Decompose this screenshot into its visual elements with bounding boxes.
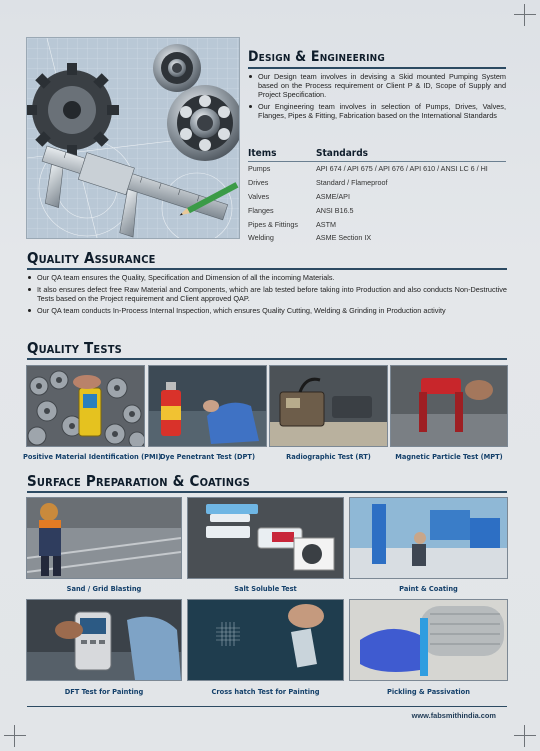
design-bullet-1: Our Design team involves in devising a Skid mounted Pumping System based on the Process requirement or Client P & ID, Scope of Supply and Project Specification. (248, 72, 506, 99)
caption-paint-coating: Paint & Coating (399, 584, 458, 593)
caption-salt-soluble: Salt Soluble Test (234, 584, 297, 593)
caption-mpt: Magnetic Particle Test (MPT) (395, 452, 503, 461)
qa-bullet-1: Our QA team ensures the Quality, Specification and Dimension of all the incoming Materials. (27, 273, 507, 282)
pmi-photo (27, 366, 144, 446)
dpt-photo (149, 366, 266, 446)
standard-cell: ANSI B16.5 (316, 205, 354, 215)
table-row (248, 162, 506, 176)
crop-mark-bottom-right (514, 725, 536, 747)
table-row (248, 176, 506, 190)
caption-cross-hatch: Cross hatch Test for Painting (211, 687, 320, 696)
standard-cell: Standard / Flameproof (316, 178, 388, 188)
standards-table-header (248, 148, 506, 162)
caption-sand-blasting: Sand / Grid Blasting (66, 584, 142, 593)
surface-heading-rule (27, 491, 507, 493)
item-cell: Welding (248, 233, 274, 243)
cross-hatch-photo (188, 600, 343, 680)
caption-dft-test: DFT Test for Painting (64, 687, 144, 696)
item-cell: Drives (248, 178, 269, 188)
dft-test-photo (27, 600, 181, 680)
crop-mark-bottom-left (4, 725, 26, 747)
standards-table (248, 148, 506, 245)
caption-pickling: Pickling & Passivation (387, 687, 470, 696)
design-heading-rule (248, 67, 506, 69)
qa-heading-rule (27, 268, 507, 270)
qa-bullet-3: Our QA team conducts In-Process Internal Inspection, which ensures Quality Cutting, Welding & Grinding in Production activity (27, 306, 507, 315)
item-cell: Valves (248, 191, 270, 201)
cross-hatch-illustration (188, 600, 343, 680)
pickling-passivation-photo (350, 600, 507, 680)
sand-blasting-photo (27, 498, 181, 578)
standard-cell: ASME Section IX (316, 233, 372, 243)
pickling-illustration (350, 600, 507, 680)
footer-rule (27, 706, 507, 707)
column-header-standards: Standards (316, 148, 506, 162)
caption-dpt: Dye Penetrant Test (DPT) (159, 452, 255, 461)
caption-rt: Radiographic Test (RT) (286, 452, 371, 461)
table-row (248, 231, 506, 245)
radiographic-device-illustration (270, 366, 387, 446)
sand-blasting-illustration (27, 498, 181, 578)
table-row (248, 190, 506, 204)
dpt-spray-illustration (149, 366, 266, 446)
column-header-items: Items (248, 148, 316, 162)
quality-tests-heading: Quality Tests (27, 339, 122, 357)
table-row (248, 217, 506, 231)
bearings-caliper-illustration (27, 38, 239, 238)
crop-mark-top-right (514, 4, 536, 26)
salt-soluble-photo (188, 498, 343, 578)
pmi-analyzer-illustration (27, 366, 144, 446)
standard-cell: ASME/API (316, 191, 350, 201)
table-row (248, 203, 506, 217)
qa-bullet-2: It also ensures defect free Raw Material and Components, which are lab tested before taking into Production and also conducts Non-Destructive Tests based on the Project requirement and Client approved QAP. (27, 285, 507, 303)
qa-bullet-list (27, 273, 507, 318)
magnetic-yoke-illustration (391, 366, 507, 446)
salt-soluble-meter-illustration (188, 498, 343, 578)
design-bullet-2: Our Engineering team involves in selection of Pumps, Drives, Valves, Flanges, Pipes & Fitting, Fabrication based on the International Standards (248, 102, 506, 120)
website-link[interactable]: www.fabsmithindia.com (411, 711, 496, 720)
item-cell: Pumps (248, 164, 271, 174)
standard-cell: ASTM (316, 219, 336, 229)
mpt-photo (391, 366, 507, 446)
standard-cell: API 674 / API 675 / API 676 / API 610 / ANSI LC 6 / HI (316, 164, 488, 174)
design-engineering-heading: Design & Engineering (248, 49, 385, 65)
design-bullet-list (248, 72, 506, 123)
rt-photo (270, 366, 387, 446)
caption-pmi: Positive Material Identification (PMI) (23, 452, 162, 461)
quality-tests-rule (27, 358, 507, 360)
item-cell: Flanges (248, 205, 274, 215)
quality-assurance-heading: Quality Assurance (27, 249, 156, 267)
dft-gauge-illustration (27, 600, 181, 680)
surface-preparation-heading: Surface Preparation & Coatings (27, 472, 250, 490)
engineering-drawing-photo (27, 38, 239, 238)
paint-booth-illustration (350, 498, 507, 578)
paint-coating-photo (350, 498, 507, 578)
item-cell: Pipes & Fittings (248, 219, 298, 229)
